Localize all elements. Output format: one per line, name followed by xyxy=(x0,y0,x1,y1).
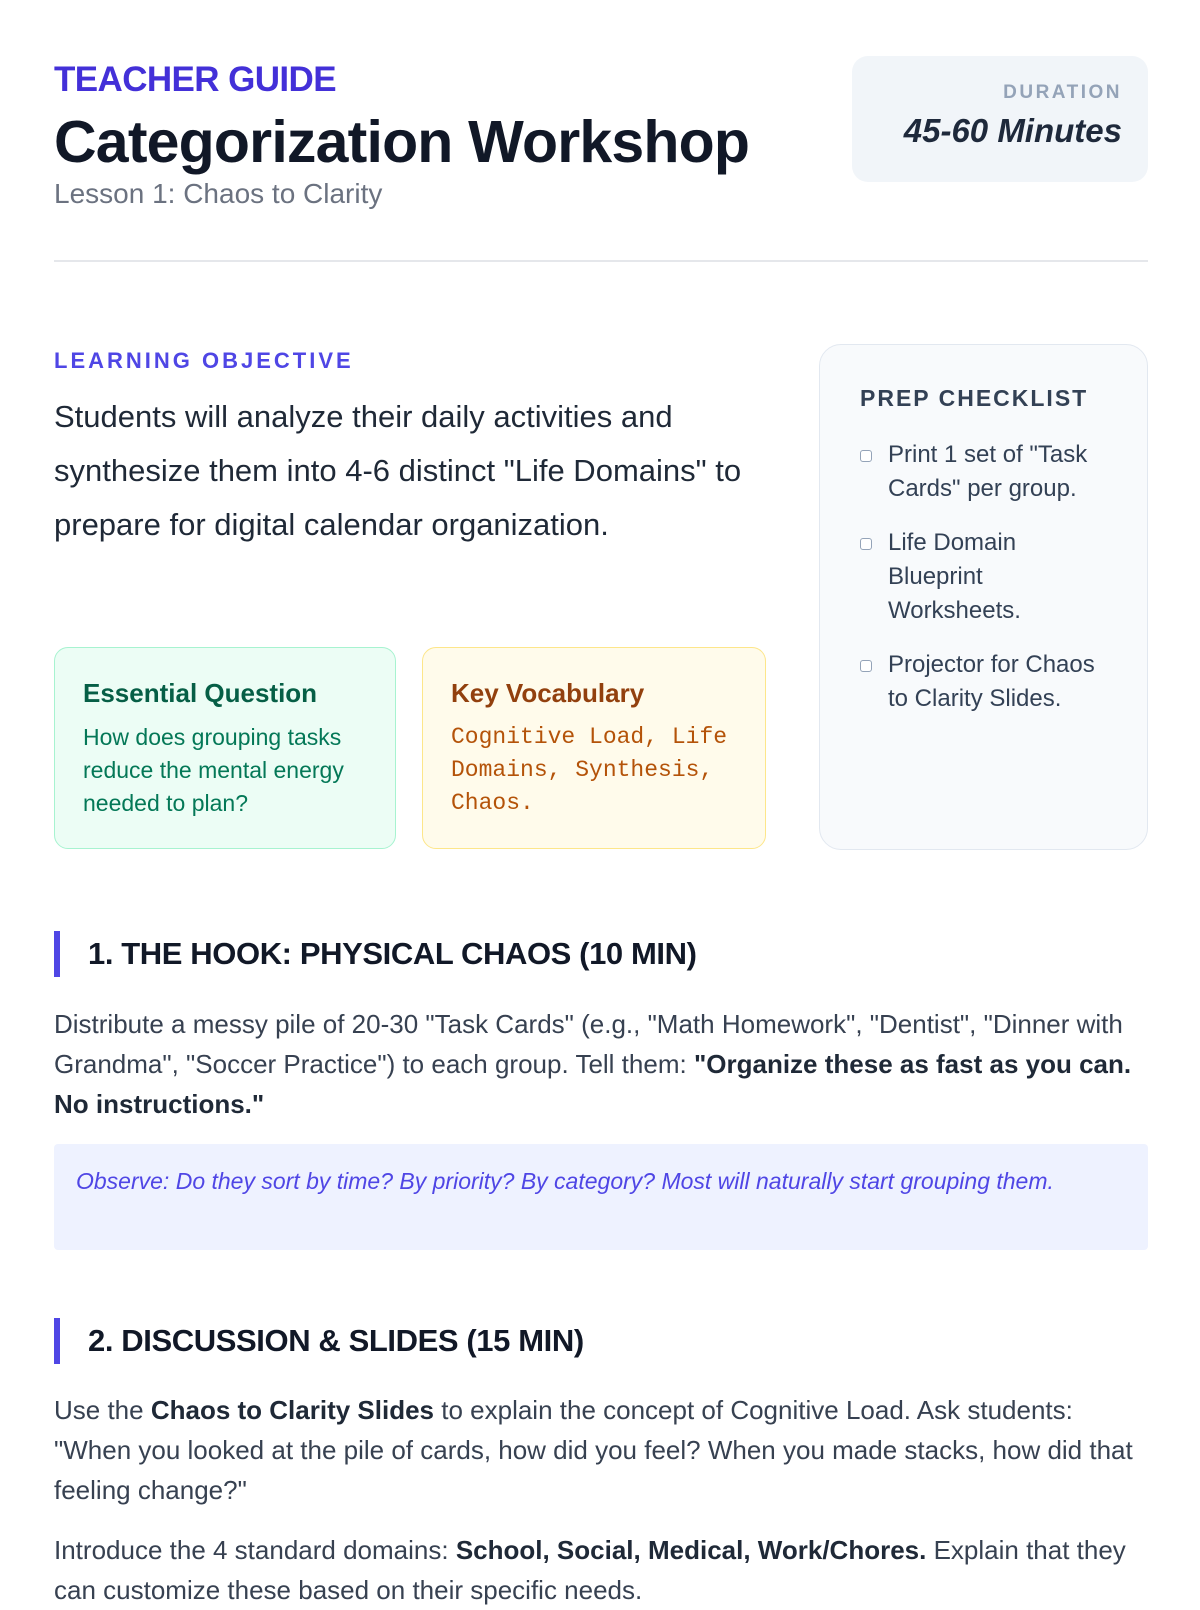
section-1-instruction: "Organize these as fast as you can. No instructions." xyxy=(54,1049,1132,1119)
prep-checklist-title: PREP CHECKLIST xyxy=(860,385,1089,411)
essential-question-title: Essential Question xyxy=(83,678,318,708)
header-divider xyxy=(54,260,1148,262)
essential-question-text: How does grouping tasks reduce the mental energy needed to plan? xyxy=(83,724,344,816)
checklist-item xyxy=(860,526,1109,628)
vocabulary-card xyxy=(422,647,766,849)
vocabulary-text: Cognitive Load, Life Domains, Synthesis, Chaos. xyxy=(451,724,728,816)
checklist-item-label: Life Domain Blueprint Worksheets. xyxy=(888,529,1021,624)
prep-checklist-list xyxy=(860,438,1109,716)
section-2-domains-note: Explain that they can customize these based on their specific needs. xyxy=(54,1535,1126,1605)
duration-label: DURATION xyxy=(1003,82,1122,103)
essential-question-card xyxy=(54,647,396,849)
section-1-text: Distribute a messy pile of 20-30 "Task Cards" (e.g., "Math Homework", "Dentist", "Dinner with Grandma", "Soccer Practice") to each group. Tell them: xyxy=(54,1009,1123,1079)
section-2-heading: 2. DISCUSSION & SLIDES (15 MIN) xyxy=(54,1318,584,1364)
checklist-item-label: Print 1 set of "Task Cards" per group. xyxy=(888,441,1088,502)
checklist-item-label: Projector for Chaos to Clarity Slides. xyxy=(888,651,1095,712)
checklist-item xyxy=(860,648,1109,716)
checkbox-icon[interactable] xyxy=(860,538,872,550)
duration-badge xyxy=(852,56,1148,182)
section-2-slides-name: Chaos to Clarity Slides xyxy=(150,1395,435,1425)
section-2-paragraph-2 xyxy=(54,1530,1148,1610)
duration-value: 45-60 Minutes xyxy=(903,112,1122,149)
section-2-text-b: to explain the concept of Cognitive Load. Ask students: "When you looked at the pile of cards, how did you feel? When you made stacks, how did that feeling change?" xyxy=(54,1395,1133,1505)
prep-checklist xyxy=(819,344,1148,850)
section-1-heading: 1. THE HOOK: PHYSICAL CHAOS (10 MIN) xyxy=(54,931,697,977)
vocabulary-title: Key Vocabulary xyxy=(451,678,645,708)
lesson-subtitle: Lesson 1: Chaos to Clarity xyxy=(54,178,383,209)
checkbox-icon[interactable] xyxy=(860,450,872,462)
objective-label: LEARNING OBJECTIVE xyxy=(54,348,354,373)
page-title: Categorization Workshop xyxy=(54,109,750,175)
page-header xyxy=(54,56,1148,216)
objective-text: Students will analyze their daily activities and synthesize them into 4-6 distinct "Life Domains" to prepare for digital calendar organization. xyxy=(54,399,742,542)
section-2-paragraph-1 xyxy=(54,1390,1148,1510)
checkbox-icon[interactable] xyxy=(860,660,872,672)
section-1-paragraph xyxy=(54,1004,1148,1124)
section-2-text-a: Use the xyxy=(54,1395,151,1425)
guide-eyebrow: TEACHER GUIDE xyxy=(54,60,336,99)
section-2-domains-intro: Introduce the 4 standard domains: xyxy=(54,1535,456,1565)
observe-note: Observe: Do they sort by time? By priority? By category? Most will naturally start grouping them. xyxy=(54,1144,1148,1250)
section-2-domains-list: School, Social, Medical, Work/Chores. xyxy=(455,1535,927,1565)
checklist-item xyxy=(860,438,1109,506)
